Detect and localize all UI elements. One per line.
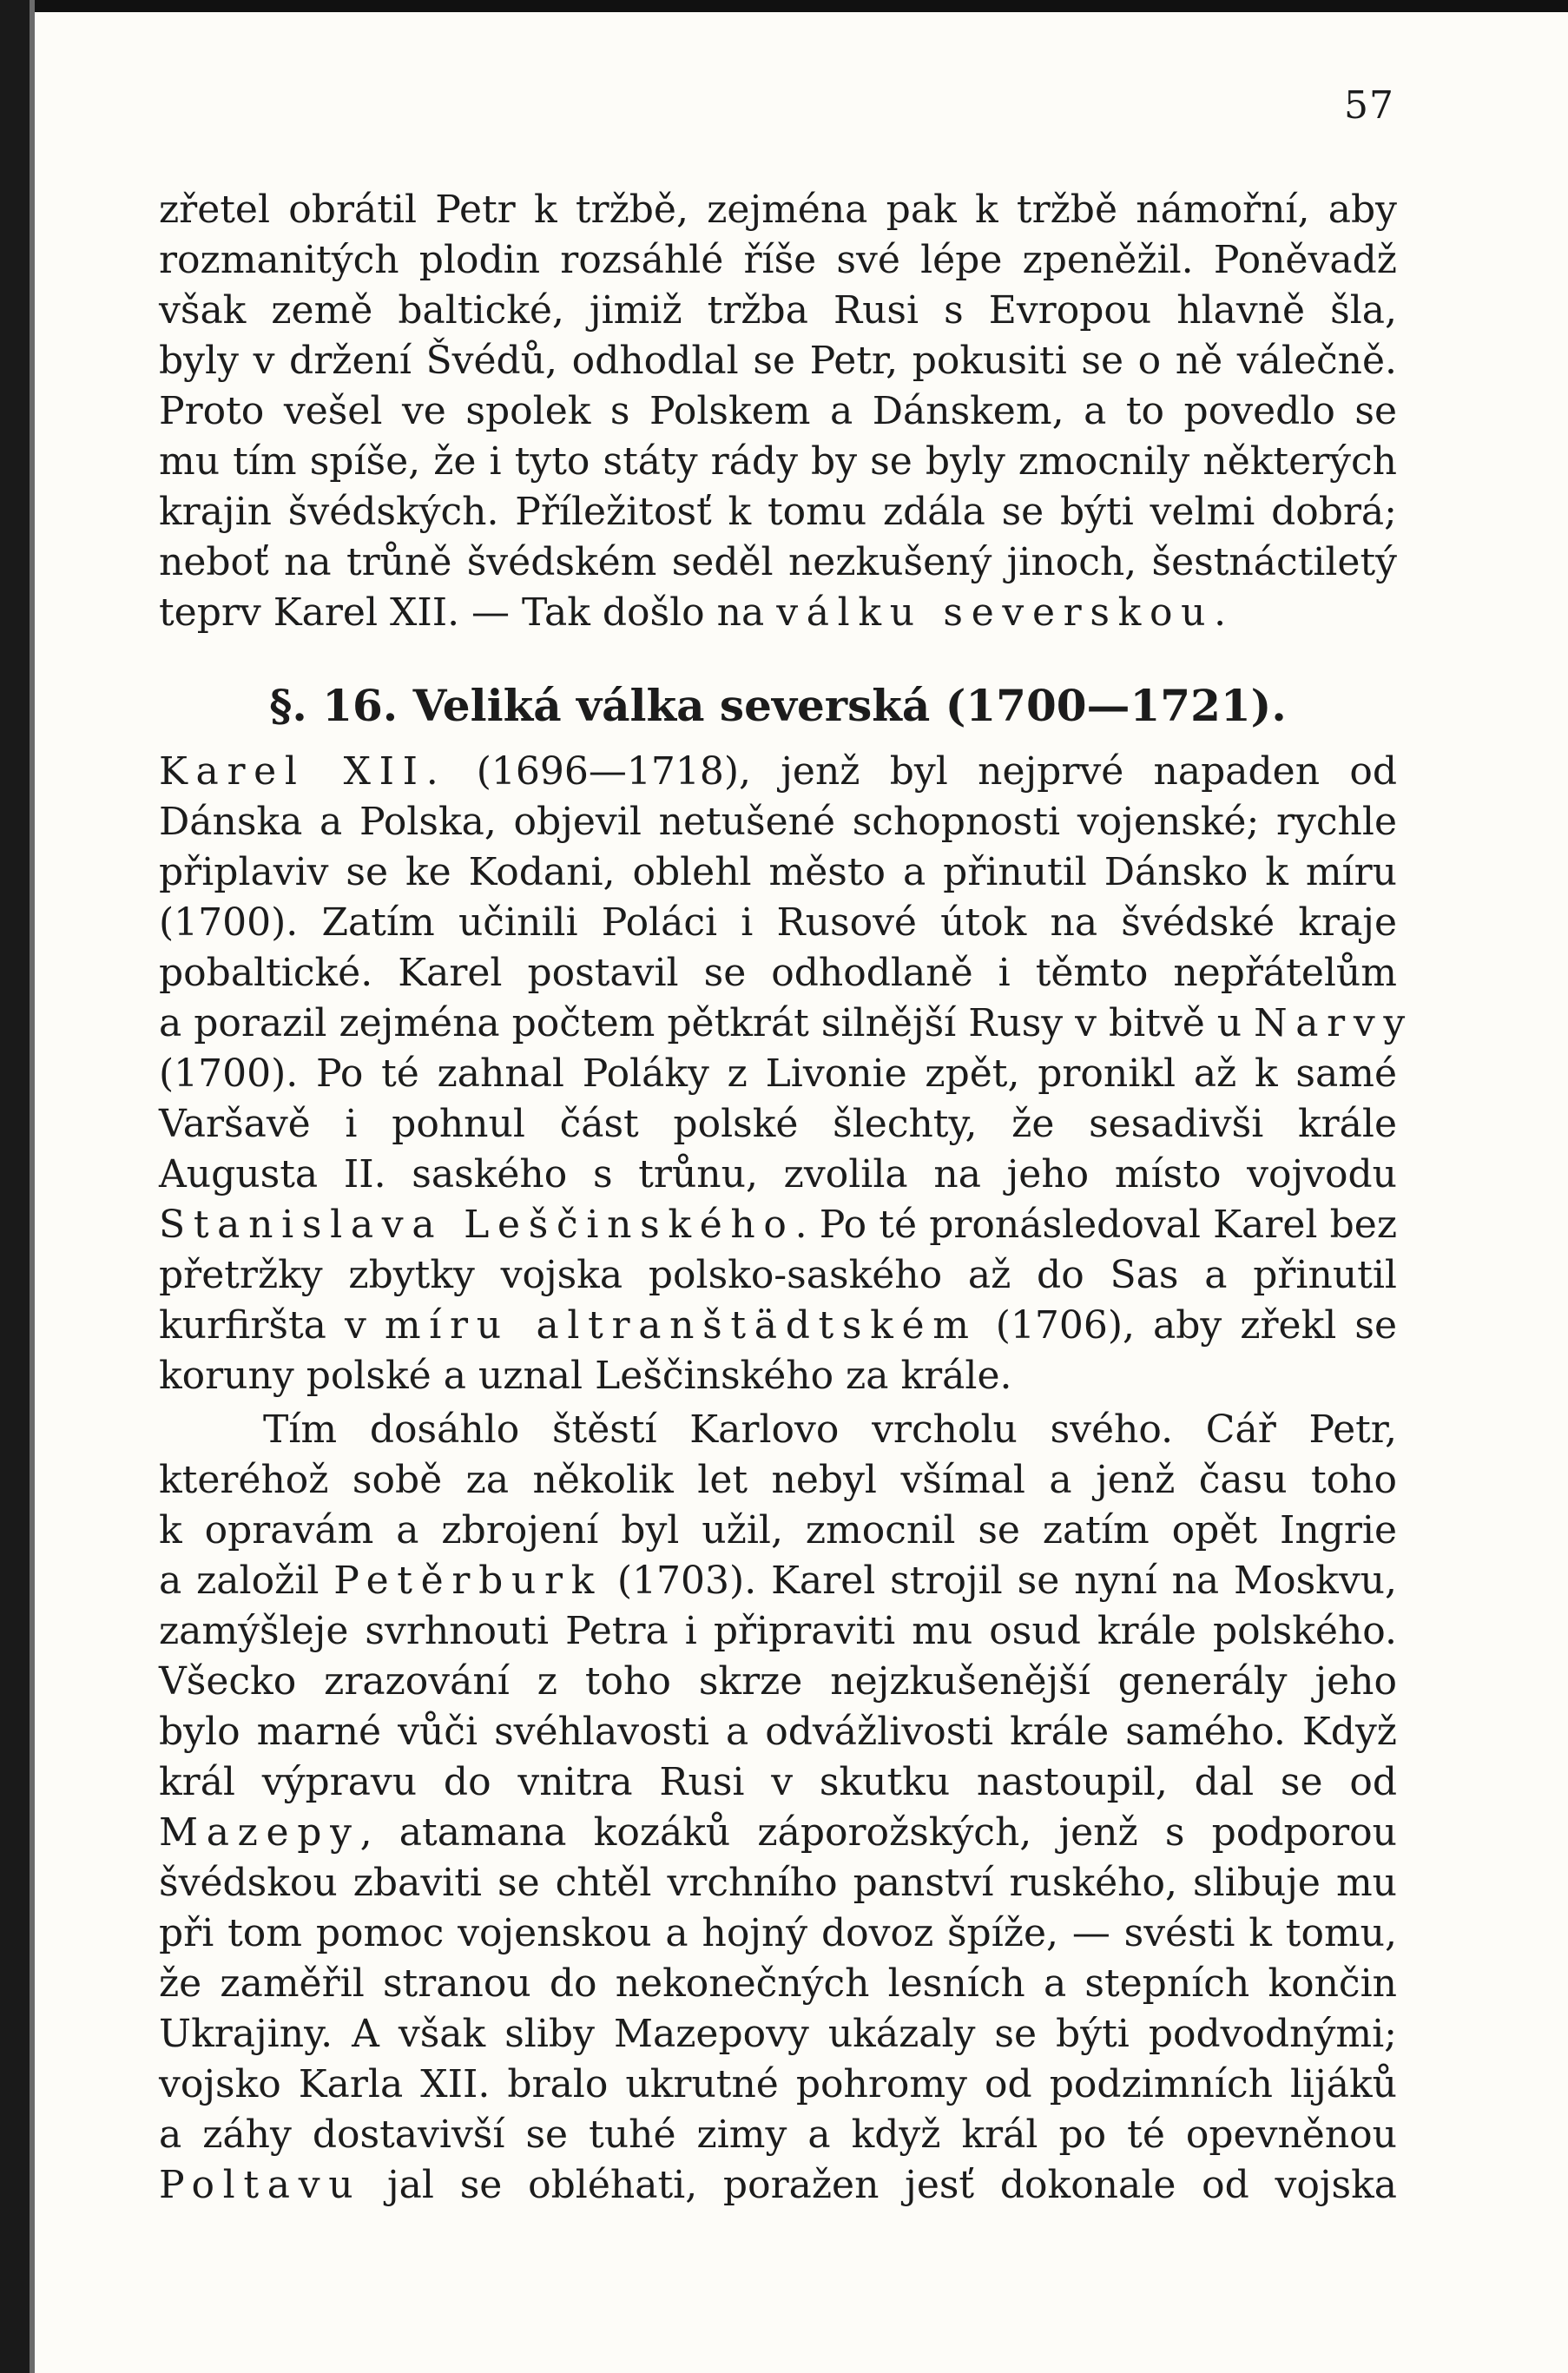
text-line: a založil Petěrburk (1703). Karel strojil se nyní na Moskvu, <box>159 1559 1397 1603</box>
spaced-term: Mazepy <box>159 1810 360 1855</box>
spaced-term: Stanislava Leščinského <box>159 1203 795 1247</box>
text-line: Dánska a Polska, objevil netušené schopnosti vojenské; rychle <box>159 800 1397 844</box>
text-line: a porazil zejména počtem pětkrát silnější Rusy v bitvě u Narvy <box>159 1001 1413 1045</box>
spaced-term: Narvy <box>1254 1001 1413 1045</box>
text-line: koruny polské a uznal Leščinského za krále. <box>159 1354 1012 1398</box>
text-line: k opravám a zbrojení byl užil, zmocnil se zatím opět Ingrie <box>159 1508 1397 1552</box>
text-line: kurfiršta v míru altranštädtském (1706), aby zřekl se <box>159 1303 1397 1348</box>
text-line: přetržky zbytky vojska polsko-saského až do Sas a přinutil <box>159 1253 1397 1297</box>
text-line: zamýšleje svrhnouti Petra i připraviti mu osud krále polského. <box>159 1609 1397 1653</box>
text-line: neboť na trůně švédském seděl nezkušený jinoch, šestnáctiletý <box>159 540 1397 584</box>
spaced-term: míru altranštädtském <box>384 1303 978 1348</box>
text-line: vojsko Karla XII. bralo ukrutné pohromy od podzimních lijáků <box>159 2062 1397 2106</box>
text-line: bylo marné vůči svéhlavosti a odvážlivosti krále samého. Když <box>159 1710 1397 1754</box>
text-line: Augusta II. saského s trůnu, zvolila na jeho místo vojvodu <box>159 1152 1397 1196</box>
text-line: krajin švédských. Příležitosť k tomu zdála se býti velmi dobrá; <box>159 490 1397 534</box>
text-line: mu tím spíše, že i tyto státy rády by se byly zmocnily některých <box>159 439 1397 484</box>
spaced-term: Karel XII. <box>159 749 447 794</box>
scan-left-shadow <box>30 0 35 2373</box>
text-line: Mazepy, atamana kozáků záporožských, jenž s podporou <box>159 1810 1397 1855</box>
text-line: kteréhož sobě za několik let nebyl všímal a jenž času toho <box>159 1458 1397 1502</box>
text-line: zřetel obrátil Petr k tržbě, zejména pak k tržbě námořní, aby <box>159 188 1397 232</box>
text-line: švédskou zbaviti se chtěl vrchního panství ruského, slibuje mu <box>159 1861 1397 1905</box>
text-line: pobaltické. Karel postavil se odhodlaně i těmto nepřátelům <box>159 951 1397 995</box>
text-line: Stanislava Leščinského. Po té pronásledoval Karel bez <box>159 1203 1398 1247</box>
text-line: že zaměřil stranou do nekonečných lesních a stepních končin <box>159 1961 1397 2006</box>
spaced-term: Poltavu <box>159 2163 362 2207</box>
text-line: rozmanitých plodin rozsáhlé říše své lépe zpeněžil. Poněvadž <box>159 238 1397 282</box>
text-line: a záhy dostavivší se tuhé zimy a když král po té opevněnou <box>159 2113 1397 2157</box>
page-number: 57 <box>1344 83 1394 128</box>
text-line: při tom pomoc vojenskou a hojný dovoz špíže, — svésti k tomu, <box>159 1911 1397 1955</box>
spaced-term: válku severskou <box>776 590 1215 635</box>
scan-left-edge <box>0 0 30 2373</box>
text-line: Karel XII. (1696—1718), jenž byl nejprvé napaden od <box>159 749 1397 794</box>
text-line: připlaviv se ke Kodani, oblehl město a přinutil Dánsko k míru <box>159 850 1397 894</box>
text-line: však země baltické, jimiž tržba Rusi s Evropou hlavně šla, <box>159 288 1397 333</box>
spaced-term: Petěrburk <box>333 1559 603 1603</box>
text-line: Tím dosáhlo štěstí Karlovo vrcholu svého. Cář Petr, <box>263 1407 1397 1452</box>
text-line: Proto vešel ve spolek s Polskem a Dánskem, a to povedlo se <box>159 389 1397 433</box>
text-line: Poltavu jal se obléhati, poražen jesť dokonale od vojska <box>159 2163 1397 2207</box>
text-line: teprv Karel XII. — Tak došlo na válku severskou. <box>159 590 1227 635</box>
text-line: Varšavě i pohnul část polské šlechty, že sesadivši krále <box>159 1102 1397 1146</box>
text-line: král výpravu do vnitra Rusi v skutku nastoupil, dal se od <box>159 1760 1397 1804</box>
text-line: (1700). Po té zahnal Poláky z Livonie zpět, pronikl až k samé <box>159 1051 1397 1096</box>
text-line: Ukrajiny. A však sliby Mazepovy ukázaly se býti podvodnými; <box>159 2012 1397 2056</box>
text-line: Všecko zrazování z toho skrze nejzkušenější generály jeho <box>159 1659 1397 1704</box>
text-line: (1700). Zatím učinili Poláci i Rusové útok na švédské kraje <box>159 900 1397 945</box>
section-heading: §. 16. Veliká válka severská (1700—1721). <box>269 680 1287 731</box>
text-line: byly v držení Švédů, odhodlal se Petr, pokusiti se o ně válečně. <box>159 339 1397 383</box>
scan-top-edge <box>0 0 1568 12</box>
